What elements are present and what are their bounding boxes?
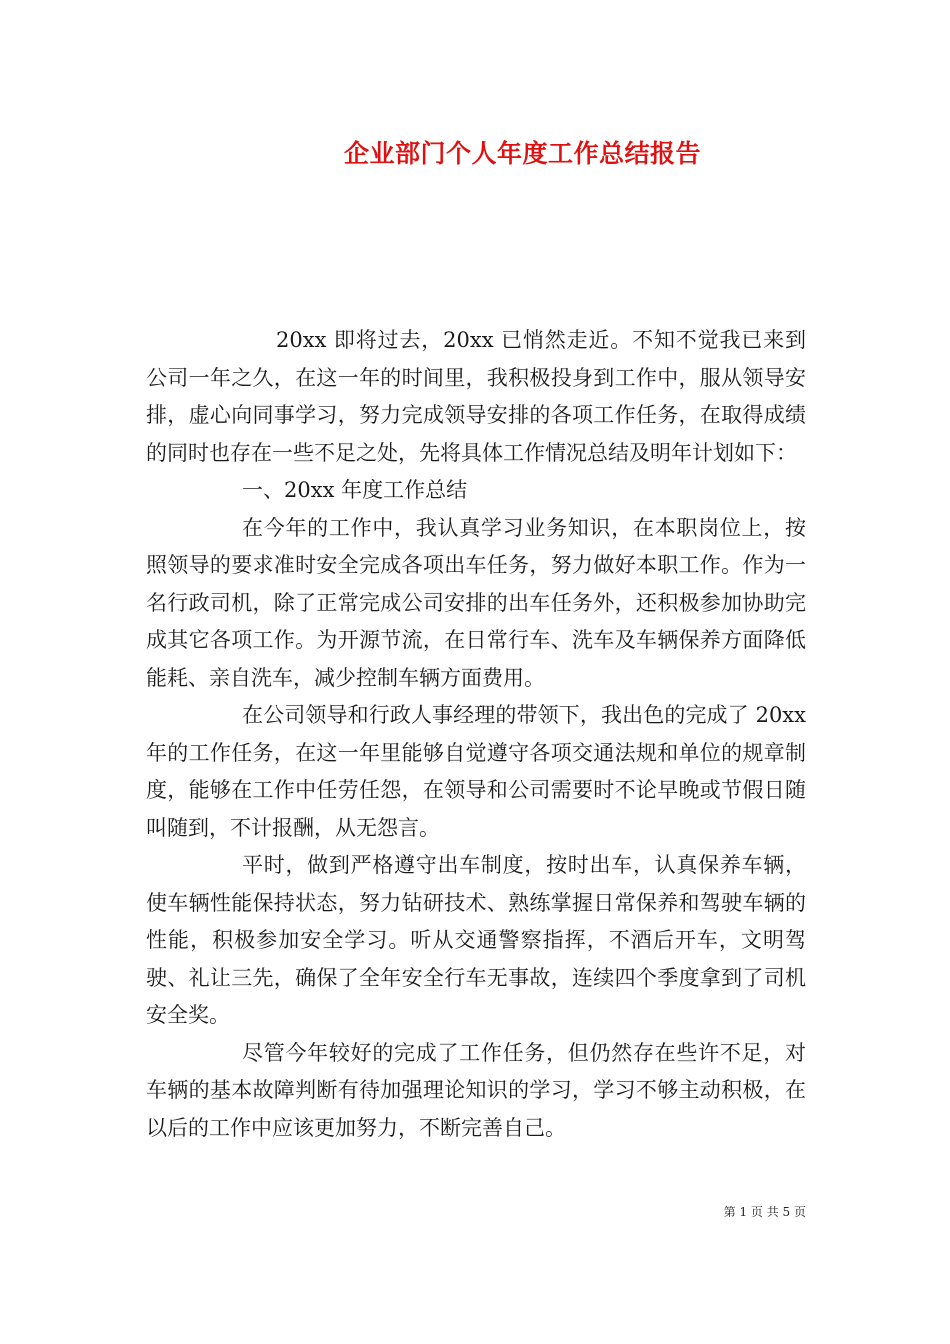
paragraph-leadership: 在公司领导和行政人事经理的带领下，我出色的完成了 20xx 年的工作任务，在这一年里能够自觉遵守各项交通法规和单位的规章制度，能够在工作中任劳任怨，在领导和公司需要时不论早晚或节假日随叫随到，不计报酬，从无怨言。 — [146, 703, 806, 840]
page-number: 第 1 页 共 5 页 — [723, 1205, 806, 1219]
paragraph-intro: 20xx 即将过去，20xx 已悄然走近。不知不觉我已来到公司一年之久，在这一年的时间里，我积极投身到工作中，服从领导安排，虚心向同事学习，努力完成领导安排的各项工作任务，在取得成绩的同时也存在一些不足之处，先将具体工作情况总结及明年计划如下： — [146, 328, 806, 465]
document-body — [146, 322, 806, 1147]
paragraph-daily: 平时，做到严格遵守出车制度，按时出车，认真保养车辆，使车辆性能保持状态，努力钻研技术、熟练掌握日常保养和驾驶车辆的性能，积极参加安全学习。听从交通警察指挥，不酒后开车，文明驾驶、礼让三先，确保了全年安全行车无事故，连续四个季度拿到了司机安全奖。 — [146, 853, 806, 1027]
section-heading: 一、20xx 年度工作总结 — [242, 478, 468, 502]
document-title: 企业部门个人年度工作总结报告 — [343, 139, 701, 168]
paragraph-work: 在今年的工作中，我认真学习业务知识，在本职岗位上，按照领导的要求准时安全完成各项出车任务，努力做好本职工作。作为一名行政司机，除了正常完成公司安排的出车任务外，还积极参加协助完成其它各项工作。为开源节流，在日常行车、洗车及车辆保养方面降低能耗、亲自洗车，减少控制车辆方面费用。 — [146, 515, 806, 690]
paragraph-shortcomings: 尽管今年较好的完成了工作任务，但仍然存在些许不足，对车辆的基本故障判断有待加强理论知识的学习，学习不够主动积极，在以后的工作中应该更加努力，不断完善自己。 — [146, 1040, 806, 1140]
